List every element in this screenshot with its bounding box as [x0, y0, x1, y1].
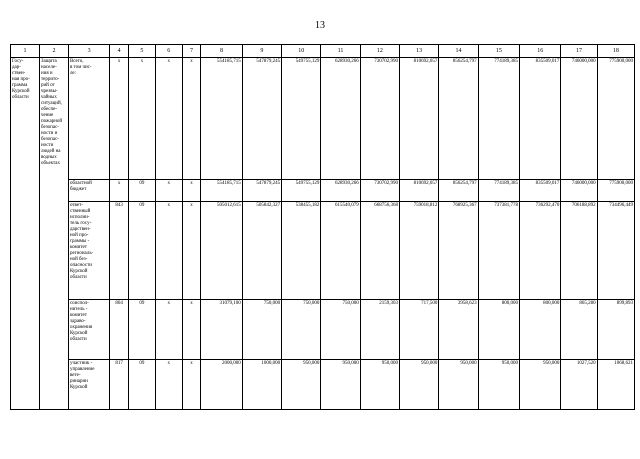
value-cell: 730702,990	[360, 58, 399, 180]
value-cell: 950,000	[321, 360, 360, 410]
table-row	[11, 202, 635, 300]
row-label-cell: Всего, в том чис- ле:	[68, 58, 109, 180]
value-cell: x	[182, 180, 201, 202]
value-cell: 843	[110, 202, 129, 300]
value-cell: 800,000	[520, 300, 561, 360]
value-cell: x	[182, 58, 201, 180]
value-cell: 856254,797	[439, 58, 478, 180]
value-cell: 737381,778	[478, 202, 519, 300]
header-cell: 2	[39, 45, 68, 58]
value-cell: 549755,129	[282, 180, 321, 202]
value-cell: 835509,017	[520, 180, 561, 202]
value-cell: 554185,715	[201, 58, 242, 180]
value-cell: 768925,367	[439, 202, 478, 300]
value-cell: 856254,797	[439, 180, 478, 202]
value-cell: 746000,000	[561, 180, 597, 202]
table-row	[11, 360, 635, 410]
value-cell: 554185,715	[201, 180, 242, 202]
value-cell: 3958,623	[439, 300, 478, 360]
budget-table	[10, 44, 635, 410]
table-row	[11, 180, 635, 202]
value-cell: 31079,100	[201, 300, 242, 360]
value-cell: 1027,520	[561, 360, 597, 410]
value-cell: 2000,000	[201, 360, 242, 410]
value-cell: 950,000	[400, 360, 439, 410]
value-cell: 505842,327	[242, 202, 281, 300]
value-cell: x	[155, 300, 182, 360]
header-cell: 4	[110, 45, 129, 58]
value-cell: 09	[128, 180, 155, 202]
value-cell: 1000,000	[242, 360, 281, 410]
header-cell: 10	[282, 45, 321, 58]
program-name-cell: Защита населе- ния и террито- рий от чрезвы- чайных ситуаций, обеспе- чение пожарной безопас- ности и безопас- ности людей на водных объектах	[39, 58, 68, 410]
row-label-cell: соиспол- нитель - комитет здраво- охранения Курской области	[68, 300, 109, 360]
value-cell: 505012,615	[201, 202, 242, 300]
value-cell: 736292,470	[520, 202, 561, 300]
value-cell: 549755,129	[282, 58, 321, 180]
value-cell: x	[128, 58, 155, 180]
value-cell: 950,000	[360, 360, 399, 410]
value-cell: 865,280	[561, 300, 597, 360]
value-cell: 09	[128, 300, 155, 360]
value-cell: 759018,812	[400, 202, 439, 300]
value-cell: 817	[110, 360, 129, 410]
value-cell: x	[155, 180, 182, 202]
value-cell: x	[182, 300, 201, 360]
value-cell: 750,000	[282, 300, 321, 360]
value-cell: 775900,000	[597, 58, 634, 180]
value-cell: 746000,000	[561, 58, 597, 180]
value-cell: 810692,057	[400, 58, 439, 180]
row-label-cell: областной бюджет	[68, 180, 109, 202]
value-cell: x	[155, 58, 182, 180]
row-label-cell: участник - управление вете- ринарии Курской	[68, 360, 109, 410]
value-cell: 734496,449	[597, 202, 634, 300]
value-cell: 800,000	[478, 300, 519, 360]
value-cell: x	[182, 202, 201, 300]
page-number: 13	[315, 20, 325, 31]
header-cell: 18	[597, 45, 634, 58]
header-cell: 7	[182, 45, 201, 58]
value-cell: 774189,385	[478, 180, 519, 202]
header-row	[11, 45, 635, 58]
header-cell: 3	[68, 45, 109, 58]
value-cell: 09	[128, 202, 155, 300]
value-cell: 706188,892	[561, 202, 597, 300]
header-cell: 6	[155, 45, 182, 58]
header-cell: 8	[201, 45, 242, 58]
value-cell: 730702,990	[360, 180, 399, 202]
program-type-cell: Госу- дар- ствен- ная про- грамма Курской области	[11, 58, 40, 410]
value-cell: 628930,266	[321, 180, 360, 202]
value-cell: 950,000	[439, 360, 478, 410]
table-row	[11, 300, 635, 360]
value-cell: 750,000	[242, 300, 281, 360]
value-cell: 668756,368	[360, 202, 399, 300]
header-cell: 15	[478, 45, 519, 58]
header-cell: 16	[520, 45, 561, 58]
header-cell: 11	[321, 45, 360, 58]
table-row	[11, 58, 635, 180]
value-cell: 835509,017	[520, 58, 561, 180]
header-cell: 17	[561, 45, 597, 58]
value-cell: 2159,303	[360, 300, 399, 360]
value-cell: 804	[110, 300, 129, 360]
value-cell: x	[155, 202, 182, 300]
value-cell: 810692,057	[400, 180, 439, 202]
value-cell: 750,000	[321, 300, 360, 360]
header-cell: 9	[242, 45, 281, 58]
header-cell: 14	[439, 45, 478, 58]
value-cell: x	[110, 58, 129, 180]
value-cell: 628930,266	[321, 58, 360, 180]
value-cell: 547879,245	[242, 58, 281, 180]
value-cell: x	[155, 360, 182, 410]
value-cell: 717,500	[400, 300, 439, 360]
header-cell: 13	[400, 45, 439, 58]
value-cell: x	[110, 180, 129, 202]
header-cell: 1	[11, 45, 40, 58]
row-label-cell: ответ- ственный исполни- тель госу- дарствен- ной про- граммы - комитет региональ- ной без- опасности Курской области	[68, 202, 109, 300]
value-cell: 950,000	[520, 360, 561, 410]
value-cell: 950,000	[282, 360, 321, 410]
value-cell: 774189,385	[478, 58, 519, 180]
value-cell: 1068,621	[597, 360, 634, 410]
value-cell: 547879,245	[242, 180, 281, 202]
header-cell: 12	[360, 45, 399, 58]
value-cell: 950,000	[478, 360, 519, 410]
value-cell: 899,893	[597, 300, 634, 360]
value-cell: 775900,000	[597, 180, 634, 202]
value-cell: 538455,182	[282, 202, 321, 300]
value-cell: x	[182, 360, 201, 410]
value-cell: 09	[128, 360, 155, 410]
value-cell: 615540,079	[321, 202, 360, 300]
header-cell: 5	[128, 45, 155, 58]
